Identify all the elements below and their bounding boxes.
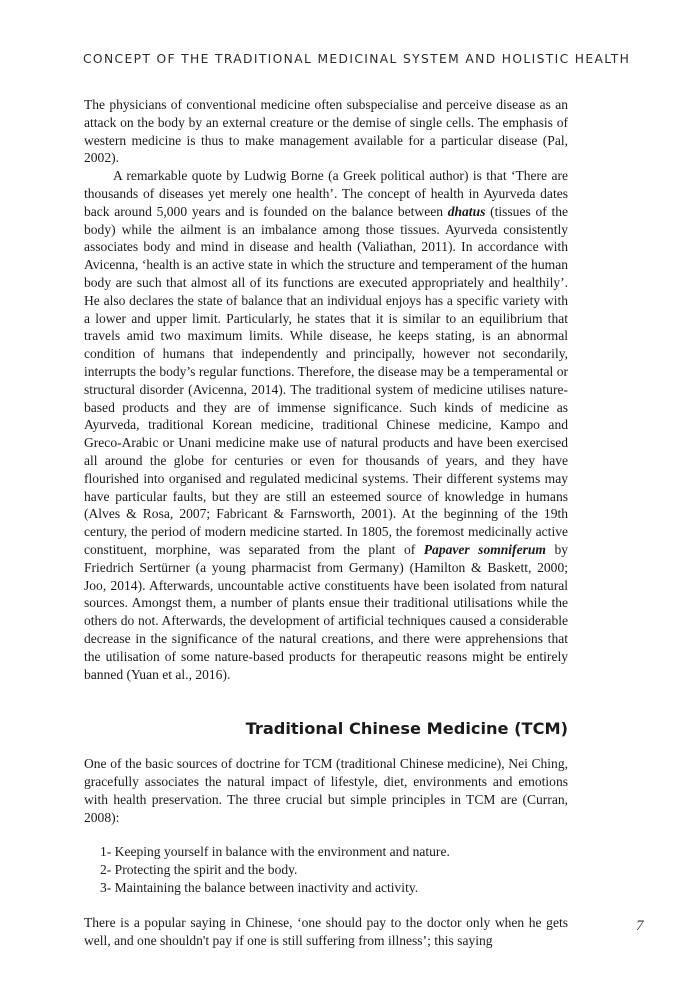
term-papaver-somniferum: Papaver somniferum bbox=[423, 541, 546, 557]
paragraph-tcm-doctrine: One of the basic sources of doctrine for TCM (traditional Chinese medicine), Nei Ching, gracefully associates the natural impact of lifestyle, diet, environments and emotions with health preservation. The three crucial but simple principles in TCM are (Curran, 2008): bbox=[84, 756, 568, 825]
section-heading: Traditional Chinese Medicine (TCM) bbox=[245, 719, 568, 739]
list-item: 1- Keeping yourself in balance with the environment and nature. bbox=[100, 844, 450, 860]
list-item: 2- Protecting the spirit and the body. bbox=[100, 862, 298, 878]
principles-list bbox=[84, 843, 568, 896]
term-dhatus: dhatus bbox=[447, 203, 486, 219]
paragraph-text: (tissues of the body) while the ailment is an imbalance among those tissues. Ayurveda consistently associates body and mind in disease and health (Valiathan, 2011). In accordance with Avicenna, ‘health is an active state in which the structure and temperament of the human body are such that almost all of its functions are executed appropriately and healthily’. He also declares the state of balance that an individual enjoys has a specific variety with a lower and upper limit. Particularly, he states that it is similar to an equilibrium that travels amid two maximum limits. While disease, he keeps stating, is an abnormal condition of humans that independently and principally, however not secondarily, interrupts the body’s regular functions. Therefore, the disease may be a temperamental or structural disorder (Avicenna, 2014). The traditional system of medicine utilises nature-based products and they are of immense significance. Such kinds of medicine as Ayurveda, traditional Korean medicine, traditional Chinese medicine, Kampo and Greco-Arabic or Unani medicine make use of natural products and have been exercised all around the globe for centuries or even for thousands of years, and they have flourished into organised and regulated medicinal systems. Their different systems may have particular faults, but they are still an esteemed source of knowledge in humans (Alves & Rosa, 2007; Fabricant & Farnsworth, 2001). At the beginning of the 19th century, the period of modern medicine started. In 1805, the foremost medicinally active constituent, morphine, was separated from the plant of bbox=[84, 203, 568, 557]
list-item: 3- Maintaining the balance between inactivity and activity. bbox=[100, 880, 419, 896]
paragraph-text: A remarkable quote by Ludwig Borne (a Greek political author) is that ‘There are thousands of diseases yet merely one health’. The concept of health in Ayurveda dates back around 5,000 years and is founded on the balance between bbox=[84, 168, 568, 219]
body-text bbox=[84, 96, 568, 949]
paragraph-chinese-saying: There is a popular saying in Chinese, ‘one should pay to the doctor only when he gets well, and one shouldn't pay if one is still suffering from illness’; this saying bbox=[84, 914, 568, 948]
running-head: CONCEPT OF THE TRADITIONAL MEDICINAL SYSTEM AND HOLISTIC HEALTH bbox=[83, 52, 631, 66]
paragraph-text: by Friedrich Sertürner (a young pharmacist from Germany) (Hamilton & Baskett, 2000; Joo, 2014). Afterwards, uncountable active constituents have been isolated from natural sources. Amongst them, a number of plants ensue their traditional utilisations while the others do not. Afterwards, the development of artificial techniques caused a considerable decrease in the significance of the natural creations, and there were apprehensions that the utilisation of some nature-based products for therapeutic reasons might be entirely banned (Yuan et al., 2016). bbox=[84, 541, 569, 682]
paragraph-conventional-medicine: The physicians of conventional medicine often subspecialise and perceive disease as an attack on the body by an external creature or the demise of single cells. The emphasis of western medicine is thus to make management available for a particular disease (Pal, 2002). bbox=[84, 97, 568, 166]
paragraph-health-concept bbox=[84, 167, 568, 683]
page-number: 7 bbox=[636, 918, 644, 934]
